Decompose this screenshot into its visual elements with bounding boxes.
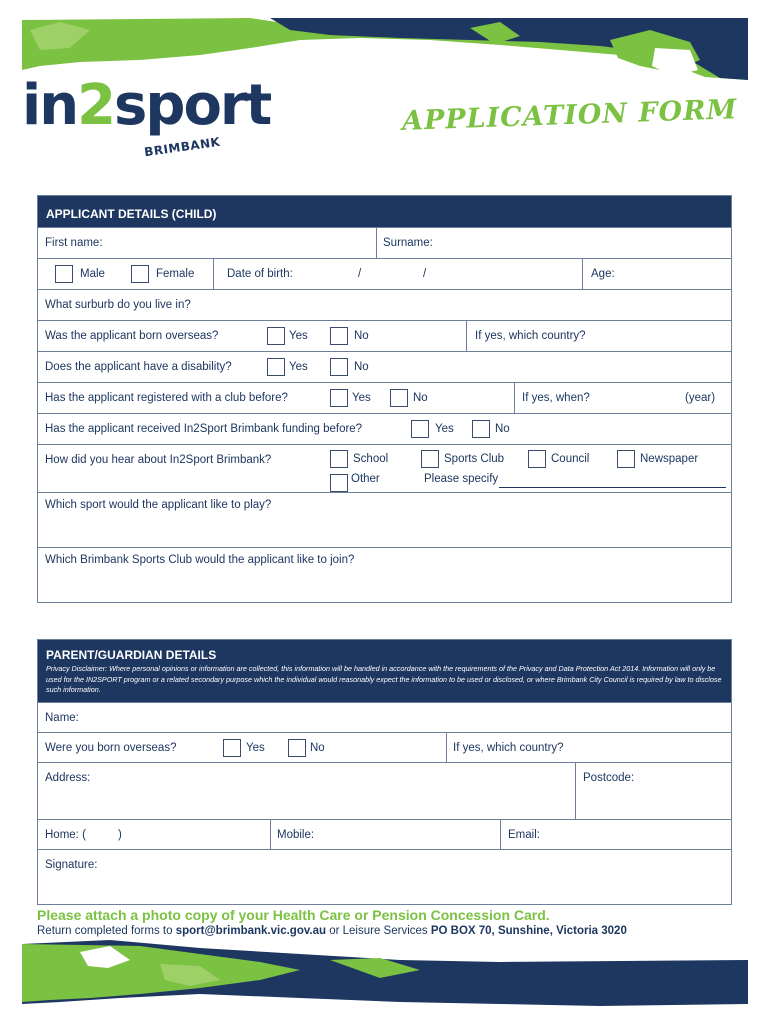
when-label: If yes, when?: [522, 392, 590, 404]
funding-yes-label: Yes: [435, 423, 454, 435]
name-row: [38, 227, 731, 258]
divider: [582, 259, 583, 289]
divider: [500, 820, 501, 849]
council-label: Council: [551, 453, 590, 465]
signature-row: [38, 849, 731, 904]
dob-slash-1: /: [358, 268, 362, 280]
suburb-label: What surburb do you live in?: [45, 299, 191, 311]
age-label: Age:: [591, 268, 615, 280]
registered-no-checkbox[interactable]: [390, 389, 408, 407]
disability-row: [38, 351, 731, 382]
funding-no-label: No: [495, 423, 510, 435]
born-overseas-yes-label: Yes: [289, 330, 308, 342]
return-email-link[interactable]: sport@brimbank.vic.gov.au: [175, 925, 327, 937]
parent-born-no-checkbox[interactable]: [288, 739, 306, 757]
surname-label: Surname:: [383, 237, 433, 249]
which-club-label: Which Brimbank Sports Club would the applicant like to join?: [45, 554, 355, 566]
parent-details-section: [37, 639, 732, 905]
parent-born-yes-checkbox[interactable]: [223, 739, 241, 757]
born-overseas-yes-checkbox[interactable]: [267, 327, 285, 345]
footer-banner: [0, 940, 770, 1024]
male-label: Male: [80, 268, 105, 280]
phone-email-row: [38, 819, 731, 849]
logo-sport: sport: [114, 73, 271, 138]
page-title: APPLICATION FORM: [401, 94, 738, 137]
newspaper-checkbox[interactable]: [617, 450, 635, 468]
address-label: Address:: [45, 771, 91, 784]
parent-which-country-label: If yes, which country?: [453, 741, 564, 754]
home-phone-label: Home: (: [45, 828, 86, 841]
funding-row: [38, 413, 731, 444]
dob-slash-2: /: [423, 268, 427, 280]
parent-name-row: [38, 702, 731, 732]
disability-no-label: No: [354, 361, 369, 373]
funding-no-checkbox[interactable]: [472, 420, 490, 438]
parent-name-label: Name:: [45, 711, 79, 724]
privacy-disclaimer: Privacy Disclaimer: Where personal opinions or information are collected, this information will be handled in accordance with the requirements of the Privacy and Data Protection Act 2014. Information will only be used for the IN2SPORT program or a related secondary purpose which the individual would reasonably expect the information to be used or disclosed, or where Brimbank City Council is required by law to disclose such information.: [38, 664, 731, 702]
other-checkbox[interactable]: [330, 474, 348, 492]
registered-label: Has the applicant registered with a club before?: [45, 392, 288, 404]
logo-wordmark: [22, 73, 271, 138]
divider: [270, 820, 271, 849]
council-checkbox[interactable]: [528, 450, 546, 468]
return-prefix: Return completed forms to: [37, 925, 176, 937]
which-sport-label: Which sport would the applicant like to play?: [45, 499, 272, 511]
funding-label: Has the applicant received In2Sport Brimbank funding before?: [45, 423, 363, 435]
email-label: Email:: [508, 828, 540, 841]
specify-line[interactable]: [499, 487, 726, 488]
female-label: Female: [156, 268, 195, 280]
disability-no-checkbox[interactable]: [330, 358, 348, 376]
which-sport-row: [38, 492, 731, 547]
mobile-label: Mobile:: [277, 828, 315, 841]
sports-club-label: Sports Club: [444, 453, 505, 465]
in2sport-logo: [22, 73, 322, 160]
registered-yes-label: Yes: [352, 392, 371, 404]
divider: [446, 733, 447, 762]
sports-club-checkbox[interactable]: [421, 450, 439, 468]
divider: [213, 259, 214, 289]
divider: [376, 228, 377, 258]
newspaper-label: Newspaper: [640, 453, 699, 465]
disability-yes-label: Yes: [289, 361, 308, 373]
registered-row: [38, 382, 731, 413]
which-club-row: [38, 547, 731, 602]
parent-born-no-label: No: [310, 741, 325, 754]
attach-note: Please attach a photo copy of your Health Care or Pension Concession Card.: [37, 907, 550, 923]
registered-no-label: No: [413, 392, 428, 404]
address-row: [38, 762, 731, 819]
home-phone-close: ): [118, 828, 122, 841]
return-instructions: [37, 925, 627, 937]
school-label: School: [353, 453, 389, 465]
logo-two: 2: [77, 73, 115, 138]
parent-born-overseas-row: [38, 732, 731, 762]
return-mid: or Leisure Services: [326, 925, 431, 937]
disability-yes-checkbox[interactable]: [267, 358, 285, 376]
registered-yes-checkbox[interactable]: [330, 389, 348, 407]
born-overseas-row: [38, 320, 731, 351]
hear-about-label: How did you hear about In2Sport Brimbank?: [45, 454, 272, 466]
disability-label: Does the applicant have a disability?: [45, 361, 232, 373]
suburb-row: [38, 289, 731, 320]
parent-born-overseas-label: Were you born overseas?: [45, 741, 177, 754]
which-country-label: If yes, which country?: [475, 330, 586, 342]
divider: [466, 321, 467, 351]
postcode-label: Postcode:: [583, 771, 635, 784]
other-label: Other: [351, 473, 380, 485]
born-overseas-label: Was the applicant born overseas?: [45, 330, 219, 342]
return-address: PO BOX 70, Sunshine, Victoria 3020: [430, 925, 627, 937]
logo-in: in: [22, 73, 78, 138]
divider: [575, 763, 576, 819]
dob-label: Date of birth:: [227, 268, 293, 280]
signature-label: Signature:: [45, 858, 98, 871]
parent-section-heading: PARENT/GUARDIAN DETAILS: [38, 640, 731, 664]
please-specify-label: Please specify: [424, 473, 499, 485]
school-checkbox[interactable]: [330, 450, 348, 468]
year-label: (year): [685, 392, 716, 404]
applicant-details-section: [37, 195, 732, 603]
parent-born-yes-label: Yes: [246, 741, 265, 754]
born-overseas-no-checkbox[interactable]: [330, 327, 348, 345]
divider: [514, 383, 515, 413]
logo-brimbank: BRIMBANK: [143, 134, 222, 160]
hear-about-row: [38, 444, 731, 492]
first-name-label: First name:: [45, 237, 103, 249]
funding-yes-checkbox[interactable]: [411, 420, 429, 438]
born-overseas-no-label: No: [354, 330, 369, 342]
applicant-section-heading: APPLICANT DETAILS (CHILD): [38, 196, 731, 227]
female-checkbox[interactable]: [131, 265, 149, 283]
male-checkbox[interactable]: [55, 265, 73, 283]
gender-dob-row: [38, 258, 731, 289]
